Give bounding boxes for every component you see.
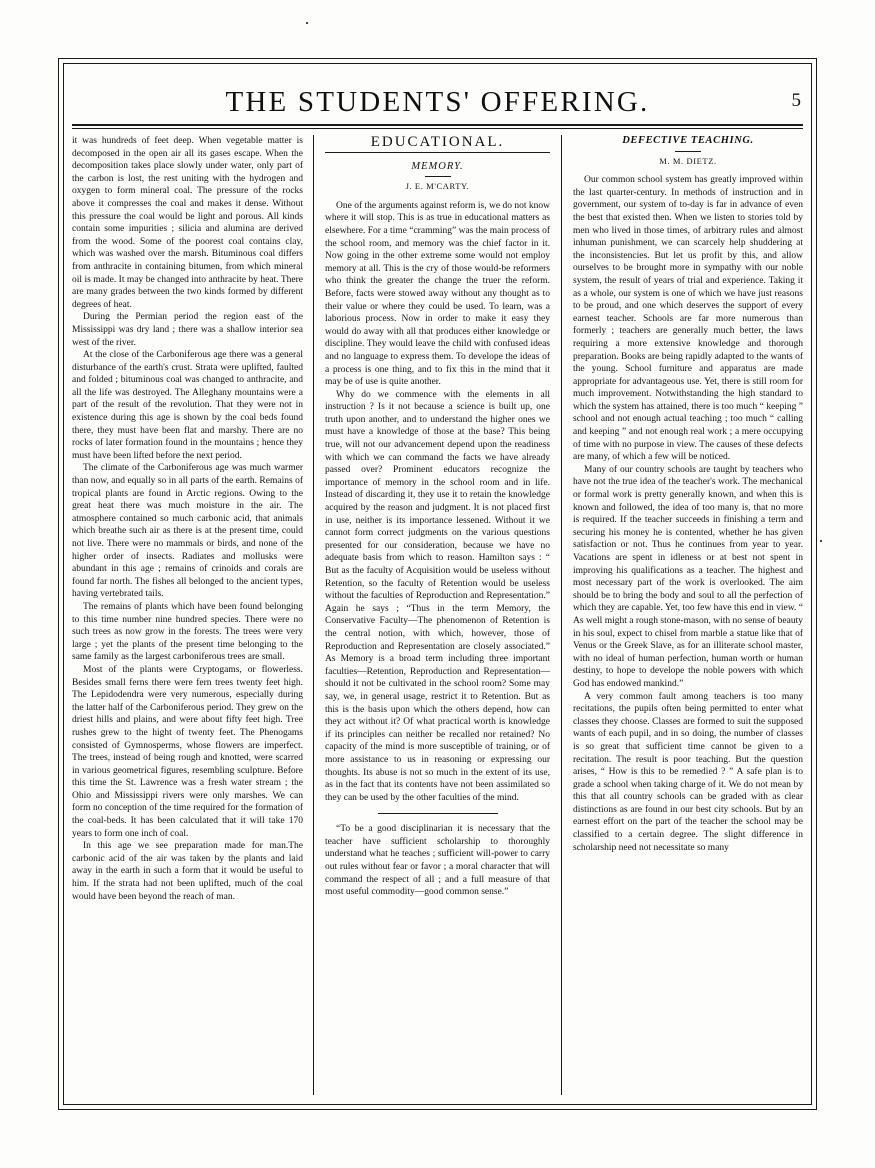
article-title: DEFECTIVE TEACHING. [622, 135, 754, 146]
paragraph: A very common fault among teachers is too many recitations, the pupils often being permitted to enter what classes they choose. Classes are formed to suit the supposed wants of each pupil, and in so doing, the number of classes is so great that sufficient time cannot be given to a recitation. The result is poor teaching. But the question arises, “ How is this to be remedied ? ” A safe plan is to grade a school when taking charge of it. We do not mean by this that all country schools can be graded with as clear distinctions as are found in our best city schools. But by an earnest effort on the part of the teacher the school may be classified to a certain degree. The slight difference in scholarship need not necessitate so many [573, 691, 803, 853]
page-title: THE STUDENTS' OFFERING. [225, 86, 650, 118]
paragraph: At the close of the Carboniferous age there was a general disturbance of the earth's crust. Strata were uplifted, faulted and folded ; bituminous coal was changed to anthracite, and all the life was destroyed. The Alleghany mountains were a part of the result of the revolution. That they were not in existence during this age is shown by the coal beds found there, they must have been flat and marshy. There are no rocks of later formation found in the mountains ; hence they must have been lifted before the next period. [72, 350, 303, 461]
paragraph: The climate of the Carboniferous age was much warmer than now, and equally so in all parts of the earth. Remains of tropical plants are found in Arctic regions. Owing to the great heat there was much moisture in the air. The atmosphere contained so much carbonic acid, that animals which breathe such air as there is at the present time, could not live. There were no mammals or birds, and none of the higher order of insects. Radiates and mollusks were abundant in this age ; remains of crinoids and corals are found far north. The fishes all belonged to the ancient types, having vertebrated tails. [72, 463, 303, 600]
article-byline: M. M. DIETZ. [659, 155, 717, 166]
column-three [562, 135, 803, 1095]
paragraph: Our common school system has greatly improved within the last quarter-century. In methods of instruction and in government, our system of to-day is far in advance of even the best that existed then. When we listen to stories told by men who lived in those times, of arbitrary rules and almost inhuman punishment, we can scarcely help shuddering at the inconsistencies. But let us profit by this, and allow ourselves to be brought more in sympathy with our noble system, the result of years of trial and experience. Taking it as a whole, our system is one of which we have just reasons to be proud, and one which deserves the support of every earnest teacher. Schools are far more numerous than formerly ; teachers are generally much better, the laws requiring a more extensive knowledge and thorough preparation. Books are being rapidly adapted to the wants of the young. School furniture and apparatus are made appropriate for advantageous use. Yet, there is still room for much improvement. Notwithstanding the high standard to which the system has attained, there is too much “ keeping ” school and not enough actual teaching ; too much “ calling and keeping ” and not enough real work ; a mere occupying of time with no purpose in view. The causes of these defects are many, of which a few will be noticed. [573, 175, 803, 463]
title-divider [425, 176, 451, 177]
page-number: 5 [791, 90, 801, 111]
paragraph: Why do we commence with the elements in all instruction ? Is it not because a science is built up, one truth upon another, and to understand the higher ones we must have a knowledge of those at the base? This being true, will not our advancement depend upon the readiness with which we can command the facts we have already passed over? Prominent educators recognize the importance of memory in the school room and in life. Instead of discarding it, they use it to retain the knowledge acquired by the reason and judgment. It is not placed first in use, neither is its importance lessened. Without it we cannot form correct judgments on the various questions presented for our consideration, because we have no adequate basis from which to reason. Hamilton says : “ But as the faculty of Acquisition would be useless without Retention, so the faculty of Retention would be useless without the faculties of Reproduction and Representation.” Again he says ; “Thus in the term Memory, the Conservative Faculty—The phenomenon of Retention is the central notion, with which, however, those of Reproduction and Representation are closely associated.” As Memory is a broad term including three important faculties—Retention, Reproduction and Representation—should it not be cultivated in the school room? Some may say, we, in general usage, restrict it to Retention. But as this is the basis upon which the others depend, how can they act without it? Of what practical worth is knowledge if its principles can neither be recalled nor retained? No capacity of the mind is more susceptible of training, or of more assistance to us in reasoning or expressing our thoughts. Its abuse is not so much in the extent of its use, as in the fact that its contents have not been assimilated so they can be used by the other faculties of the mind. [325, 389, 550, 803]
print-speck [820, 540, 822, 542]
paragraph: “To be a good disciplinarian it is necessary that the teacher have sufficient scholarship to thoroughly understand what he teaches ; sufficient will-power to carry out rules without fear or favor ; a moral character that will command the respect of all ; and a full measure of that most useful commodity—good common sense.” [325, 824, 550, 898]
column-layout [72, 135, 803, 1095]
title-divider [675, 151, 701, 152]
paragraph: In this age we see preparation made for man.The carbonic acid of the air was taken by the plants and laid away in the earth in such a form that it would be useful to him. If the strata had not been uplifted, much of the coal would have been beyond the reach of man. [72, 841, 303, 902]
page-content [72, 72, 803, 1096]
paragraph: One of the arguments against reform is, we do not know where it will stop. This is as true in educational matters as elsewhere. For a time “cramming” was the main process of the school room, and memory was the chief factor in it. Now going in the other extreme some would not employ memory at all. This is the cry of those would-be reformers who think the greater the change the truer the reform. Before, facts were stowed away without any thought as to their value or where they could be used. To learn, was a laborious process. Now in order to make it easy they would do away with all that produces either knowledge or discipline. They would leave the child with confused ideas and no language to express them. To develope the ideas of a process is one thing, and to fix this in the mind that it may be of use is quite another. [325, 200, 550, 388]
department-heading: EDUCATIONAL. [370, 134, 505, 150]
paragraph: Most of the plants were Cryptogams, or flowerless. Besides small ferns there were fern trees twenty feet high. The Lepidodendra were very numerous, especially during the latter half of the Carboniferous period. They grew on the driest hills and plains, and were about fifty feet high. Tree rushes grew to the hight of twenty feet. The Phenogams consisted of Gymnosperms, whose flowers are imperfect. The trees, instead of being rough and knotted, were scarred in various geometrical figures, resembling sculpture. Before this time the St. Lawrence was a fresh water stream ; the Ohio and Mississippi rivers were only marshes. We can form no conception of the time required for the formation of the coal-beds. It has been calculated that it will take 170 years to form one inch of coal. [72, 664, 303, 839]
paragraph: it was hundreds of feet deep. When vegetable matter is decomposed in the open air all its gases escape. When the decomposition takes place slowly under water, only part of the carbon is lost, the rest uniting with the hydrogen and oxygen to form mineral coal. The pressure of the rocks above it compresses the coal and makes it dense. Without this pressure the coal would be light and porous. All kinds contain some impurities ; silicia and alumina are derived from the wood. Some of the poorest coal contains clay, which was washed over the marsh. Bituminous coal differs from anthracite in containing bitumen, from which mineral oil is made. It may be changed into anthracite by heat. There are many grades between the two kinds formed by different degrees of heat. [72, 136, 303, 310]
column-two [314, 135, 562, 1095]
masthead-rule [72, 124, 803, 129]
section-divider [378, 813, 498, 814]
paragraph: During the Permian period the region east of the Mississippi was dry land ; there was a shallow interior sea west of the river. [72, 312, 303, 348]
paragraph: The remains of plants which have been found belonging to this time number nine hundred species. There were no such trees as now grow in the forests. The trees were very large ; yet the plants of the present time belonging to the same family as the largest carboniferous trees are small. [72, 601, 303, 663]
article-title: MEMORY. [411, 160, 464, 172]
paragraph: Many of our country schools are taught by teachers who have not the true idea of the teacher's work. The mechanical or formal work is pretty generally known, and when this is known and followed, the idea of too many is, that no more is required. If the teacher succeeds in finishing a term and securing his money he is contented, whether he has given satisfaction or not. Thus he continues from year to year. Vacations are spent in idleness or at best not spent in improving his qualifications as a teacher. The highest and most necessary part of the work is overlooked. The aim should be to bring the body and soul to all the perfection of which they are capable. Yet, too few have this end in view. “ As well might a rough stone-mason, with no sense of beauty in his soul, expect to chisel from marble a statue like that of Venus or the Greek Slave, as for an illiterate school master, with no ideal of human perfection, human worth or human destiny, to hope to develope the noble powers with which God has endowed mankind.” [573, 464, 803, 689]
department-heading-rule [325, 152, 550, 153]
article-byline: J. E. M'CARTY. [405, 181, 470, 192]
column-one [72, 135, 314, 1095]
print-speck [306, 22, 308, 24]
masthead [72, 72, 803, 120]
